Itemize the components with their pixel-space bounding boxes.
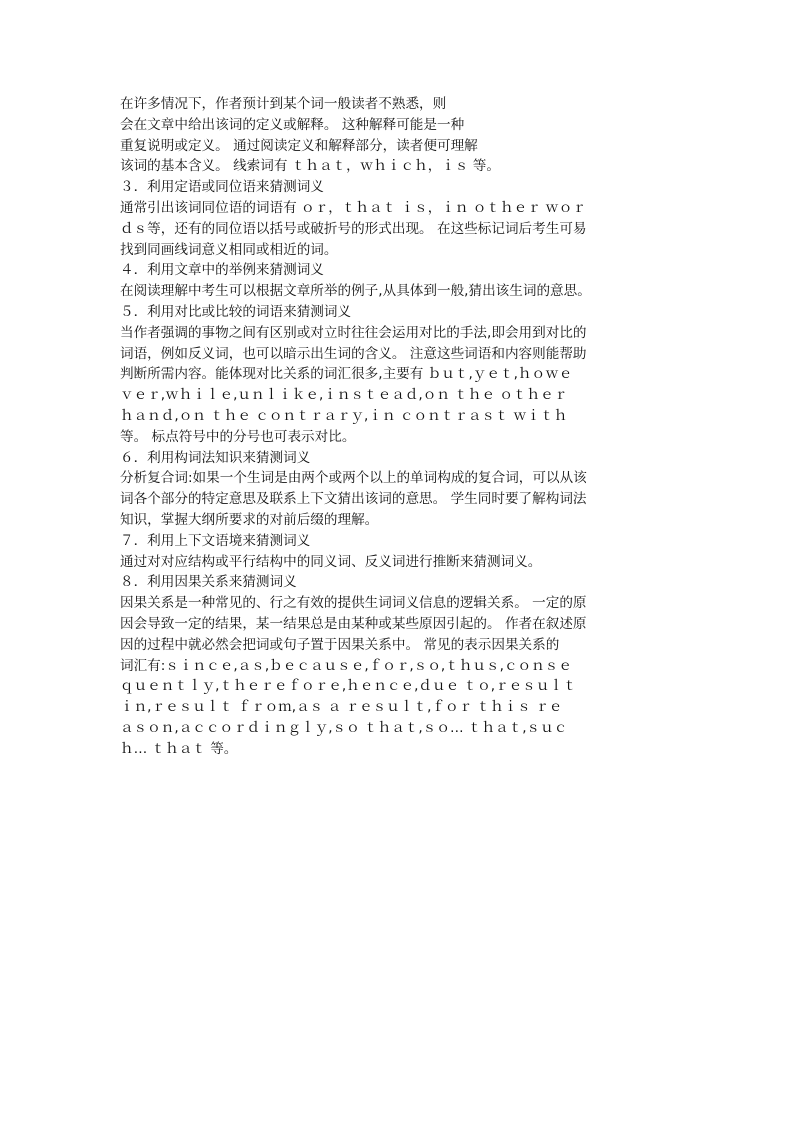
text-line: 分析复合词:如果一个生词是由两个或两个以上的单词构成的复合词，可以从该 [120,470,587,487]
text-line: 当作者强调的事物之间有区别或对立时往往会运用对比的手法,即会用到对比的 [120,324,587,341]
text-line: 该词的基本含义。 线索词有 ｔｈａｔ，ｗｈｉｃｈ，ｉｓ 等。 [120,158,500,175]
section-heading-8: ８．利用因果关系来猜测词义 [120,574,297,591]
section-heading-4: ４．利用文章中的举例来猜测词义 [120,262,324,279]
text-line: ｈａｎｄ,ｏｎ ｔｈｅ ｃｏｎｔｒａｒｙ,ｉｎ ｃｏｎｔｒａｓｔ ｗｉｔｈ [120,407,568,424]
text-line: 在阅读理解中考生可以根据文章所举的例子,从具体到一般,猜出该生词的意思。 [120,283,591,300]
text-line: 因的过程中就必然会把词或句子置于因果关系中。 常见的表示因果关系的 [120,636,560,653]
text-line: 等。 标点符号中的分号也可表示对比。 [120,428,356,445]
text-line: 找到同画线词意义相同或相近的词。 [120,241,338,258]
text-line: 通过对对应结构或平行结构中的同义词、反义词进行推断来猜测词义。 [120,553,542,570]
section-heading-3: ３．利用定语或同位语来猜测词义 [120,179,324,196]
section-heading-6: ６．利用构词法知识来猜测词义 [120,449,311,466]
text-line: 因会导致一定的结果，某一结果总是由某种或某些原因引起的。 作者在叙述原 [120,615,587,632]
text-line: 知识，掌握大纲所要求的对前后缀的理解。 [120,511,379,528]
text-line: ｈ… ｔｈａｔ 等。 [120,740,238,757]
text-line: 会在文章中给出该词的定义或解释。 这种解释可能是一种 [120,116,465,133]
text-line: 重复说明或定义。 通过阅读定义和解释部分，读者便可理解 [120,137,478,154]
text-line: ｉｎ,ｒｅｓｕｌｔ ｆｒｏｍ,ａｓ ａ ｒｅｓｕｌｔ,ｆｏｒ ｔｈｉｓ ｒｅ [120,699,563,716]
text-line: 通常引出该词同位语的词语有 ｏｒ，ｔｈａｔ ｉｓ，ｉｎ ｏｔｈｅｒ ｗｏｒ [120,199,586,216]
section-heading-7: ７．利用上下文语境来猜测词义 [120,532,311,549]
text-line: 词语，例如反义词，也可以暗示出生词的含义。 注意这些词语和内容则能帮助 [120,345,587,362]
text-line: ｑｕｅｎｔｌｙ,ｔｈｅｒｅｆｏｒｅ,ｈｅｎｃｅ,ｄｕｅ ｔｏ,ｒｅｓｕｌｔ [120,678,577,695]
text-line: 在许多情况下，作者预计到某个词一般读者不熟悉，则 [120,96,447,112]
text-line: 词各个部分的特定意思及联系上下文猜出该词的意思。 学生同时要了解构词法 [120,491,587,508]
text-line: 判断所需内容。能体现对比关系的词汇很多,主要有 ｂｕｔ,ｙｅｔ,ｈｏｗｅ [120,366,573,383]
text-line: ｄｓ等，还有的同位语以括号或破折号的形式出现。 在这些标记词后考生可易 [120,220,587,237]
text-line: ａｓｏｎ,ａｃｃｏｒｄｉｎｇｌｙ,ｓｏ ｔｈａｔ,ｓｏ… ｔｈａｔ,ｓｕｃ [120,719,568,736]
section-heading-5: ５．利用对比或比较的词语来猜测词义 [120,303,352,320]
text-line: ｖｅｒ,ｗｈｉｌｅ,ｕｎｌｉｋｅ,ｉｎｓｔｅａｄ,ｏｎ ｔｈｅ ｏｔｈｅｒ [120,387,568,404]
document-body [120,94,676,760]
text-line: 词汇有:ｓｉｎｃｅ,ａｓ,ｂｅｃａｕｓｅ,ｆｏｒ,ｓｏ,ｔｈｕｓ,ｃｏｎｓｅ [120,657,572,674]
text-line: 因果关系是一种常见的、行之有效的提供生词词义信息的逻辑关系。 一定的原 [120,595,587,612]
